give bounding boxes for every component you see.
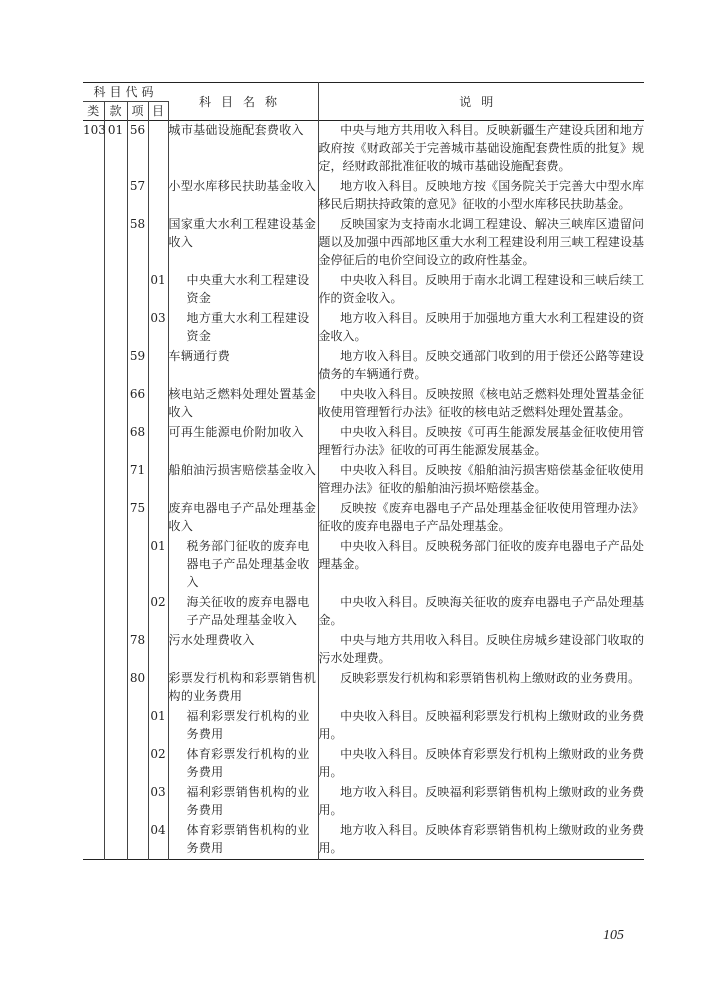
subject-name: 税务部门征收的废弃电器电子产品处理基金收入 [168, 537, 318, 593]
subject-name: 城市基础设施配套费收入 [168, 121, 318, 178]
section-code [104, 499, 127, 537]
category-code [83, 745, 104, 783]
category-code [83, 707, 104, 745]
subitem-code: 01 [148, 271, 168, 309]
subject-description: 反映按《废弃电器电子产品处理基金征收使用管理办法》征收的废弃电器电子产品处理基金。 [318, 501, 645, 533]
section-code [104, 177, 127, 215]
section-code [104, 745, 127, 783]
section-code [104, 707, 127, 745]
subitem-code: 04 [148, 821, 168, 860]
item-code [127, 271, 148, 309]
lei-header: 类 [83, 102, 104, 121]
section-code [104, 423, 127, 461]
item-code [127, 745, 148, 783]
subitem-code [148, 215, 168, 271]
subject-name: 可再生能源电价附加收入 [168, 423, 318, 461]
subject-description: 反映彩票发行机构和彩票销售机构上缴财政的业务费用。 [340, 671, 641, 685]
category-code [83, 271, 104, 309]
subject-name: 车辆通行费 [168, 347, 318, 385]
section-code [104, 593, 127, 631]
subitem-code: 02 [148, 593, 168, 631]
section-code [104, 783, 127, 821]
subitem-code: 02 [148, 745, 168, 783]
item-code: 59 [127, 347, 148, 385]
subject-name: 中央重大水利工程建设资金 [168, 271, 318, 309]
subject-name: 废弃电器电子产品处理基金收入 [168, 499, 318, 537]
subject-name: 海关征收的废弃电器电子产品处理基金收入 [168, 593, 318, 631]
xiang-header: 项 [127, 102, 148, 121]
subject-description: 地方收入科目。反映体育彩票销售机构上缴财政的业务费用。 [318, 823, 645, 855]
subitem-code [148, 631, 168, 669]
subject-name-header: 科目名称 [168, 83, 318, 121]
section-code [104, 821, 127, 860]
category-code [83, 177, 104, 215]
item-code: 57 [127, 177, 148, 215]
item-code: 80 [127, 669, 148, 707]
table-row [83, 121, 644, 178]
subitem-code [148, 423, 168, 461]
table-row [83, 745, 644, 783]
budget-subject-table [83, 82, 644, 860]
table-row [83, 423, 644, 461]
section-code [104, 271, 127, 309]
subitem-code [148, 177, 168, 215]
subitem-code [148, 669, 168, 707]
item-code: 66 [127, 385, 148, 423]
subject-description: 中央收入科目。反映体育彩票发行机构上缴财政的业务费用。 [318, 747, 645, 779]
subject-description: 中央收入科目。反映按《船舶油污损害赔偿基金征收使用管理办法》征收的船舶油污损坏赔偿基金。 [318, 463, 645, 495]
subject-name: 地方重大水利工程建设资金 [168, 309, 318, 347]
description-header: 说明 [459, 94, 504, 109]
table-row [83, 707, 644, 745]
subject-description: 中央收入科目。反映福利彩票发行机构上缴财政的业务费用。 [318, 709, 645, 741]
category-code [83, 593, 104, 631]
subject-name: 福利彩票发行机构的业务费用 [168, 707, 318, 745]
table-row [83, 499, 644, 537]
subject-description: 中央与地方共用收入科目。反映新疆生产建设兵团和地方政府按《财政部关于完善城市基础设施配套费性质的批复》规定，经财政部批准征收的城市基础设施配套费。 [318, 123, 645, 173]
category-code [83, 631, 104, 669]
category-code [83, 215, 104, 271]
category-code [83, 821, 104, 860]
subject-name: 污水处理费收入 [168, 631, 318, 669]
section-code [104, 669, 127, 707]
table-row [83, 461, 644, 499]
category-code [83, 385, 104, 423]
section-code: 01 [104, 121, 127, 178]
item-code: 71 [127, 461, 148, 499]
page-number: 105 [603, 928, 624, 943]
subject-description: 地方收入科目。反映福利彩票销售机构上缴财政的业务费用。 [318, 785, 645, 817]
category-code [83, 783, 104, 821]
subject-name: 体育彩票销售机构的业务费用 [168, 821, 318, 860]
subject-description: 地方收入科目。反映交通部门收到的用于偿还公路等建设债务的车辆通行费。 [318, 349, 645, 381]
subject-description: 中央收入科目。反映按《可再生能源发展基金征收使用管理暂行办法》征收的可再生能源发展基金。 [318, 425, 645, 457]
item-code [127, 309, 148, 347]
table-row [83, 783, 644, 821]
category-code [83, 347, 104, 385]
table-header [83, 83, 644, 121]
category-code [83, 423, 104, 461]
subitem-code: 01 [148, 537, 168, 593]
subitem-code [148, 121, 168, 178]
table-row [83, 347, 644, 385]
subject-name: 福利彩票销售机构的业务费用 [168, 783, 318, 821]
item-code [127, 821, 148, 860]
subject-name: 船舶油污损害赔偿基金收入 [168, 461, 318, 499]
section-code [104, 385, 127, 423]
table-row [83, 593, 644, 631]
section-code [104, 215, 127, 271]
item-code: 68 [127, 423, 148, 461]
category-code: 103 [83, 121, 104, 178]
item-code: 78 [127, 631, 148, 669]
item-code [127, 593, 148, 631]
category-code [83, 537, 104, 593]
subitem-code: 03 [148, 309, 168, 347]
table-row [83, 309, 644, 347]
section-code [104, 537, 127, 593]
category-code [83, 669, 104, 707]
section-code [104, 309, 127, 347]
subitem-code [148, 499, 168, 537]
subject-description: 中央与地方共用收入科目。反映住房城乡建设部门收取的污水处理费。 [318, 633, 645, 665]
table-row [83, 177, 644, 215]
item-code: 58 [127, 215, 148, 271]
table-row [83, 631, 644, 669]
subject-description: 中央收入科目。反映税务部门征收的废弃电器电子产品处理基金。 [318, 539, 645, 571]
category-code [83, 309, 104, 347]
item-code [127, 783, 148, 821]
table-row [83, 271, 644, 309]
table-row [83, 215, 644, 271]
section-code [104, 631, 127, 669]
item-code: 56 [127, 121, 148, 178]
table-row [83, 821, 644, 860]
section-code [104, 347, 127, 385]
subject-name: 核电站乏燃料处理处置基金收入 [168, 385, 318, 423]
item-code [127, 537, 148, 593]
table-body [83, 121, 644, 860]
category-code [83, 461, 104, 499]
subject-description: 地方收入科目。反映用于加强地方重大水利工程建设的资金收入。 [318, 311, 645, 343]
item-code: 75 [127, 499, 148, 537]
category-code [83, 499, 104, 537]
table-row [83, 669, 644, 707]
item-code [127, 707, 148, 745]
subject-description: 地方收入科目。反映地方按《国务院关于完善大中型水库移民后期扶持政策的意见》征收的小型水库移民扶助基金。 [318, 179, 645, 211]
subitem-code [148, 461, 168, 499]
subitem-code: 01 [148, 707, 168, 745]
subject-name: 国家重大水利工程建设基金收入 [168, 215, 318, 271]
subject-code-header: 科目代码 [83, 83, 168, 102]
subitem-code [148, 347, 168, 385]
subitem-code: 03 [148, 783, 168, 821]
subject-name: 体育彩票发行机构的业务费用 [168, 745, 318, 783]
subject-description: 中央收入科目。反映按照《核电站乏燃料处理处置基金征收使用管理暂行办法》征收的核电站乏燃料处理处置基金。 [318, 387, 645, 419]
kuan-header: 款 [104, 102, 127, 121]
subitem-code [148, 385, 168, 423]
subject-description: 反映国家为支持南水北调工程建设、解决三峡库区遗留问题以及加强中西部地区重大水利工程建设利用三峡工程建设基金停征后的电价空间设立的政府性基金。 [318, 217, 645, 267]
subject-name: 小型水库移民扶助基金收入 [168, 177, 318, 215]
subject-name: 彩票发行机构和彩票销售机构的业务费用 [168, 669, 318, 707]
subject-description: 中央收入科目。反映用于南水北调工程建设和三峡后续工作的资金收入。 [318, 273, 645, 305]
mu-header: 目 [148, 102, 168, 121]
section-code [104, 461, 127, 499]
table-row [83, 385, 644, 423]
subject-description: 中央收入科目。反映海关征收的废弃电器电子产品处理基金。 [318, 595, 645, 627]
table-row [83, 537, 644, 593]
